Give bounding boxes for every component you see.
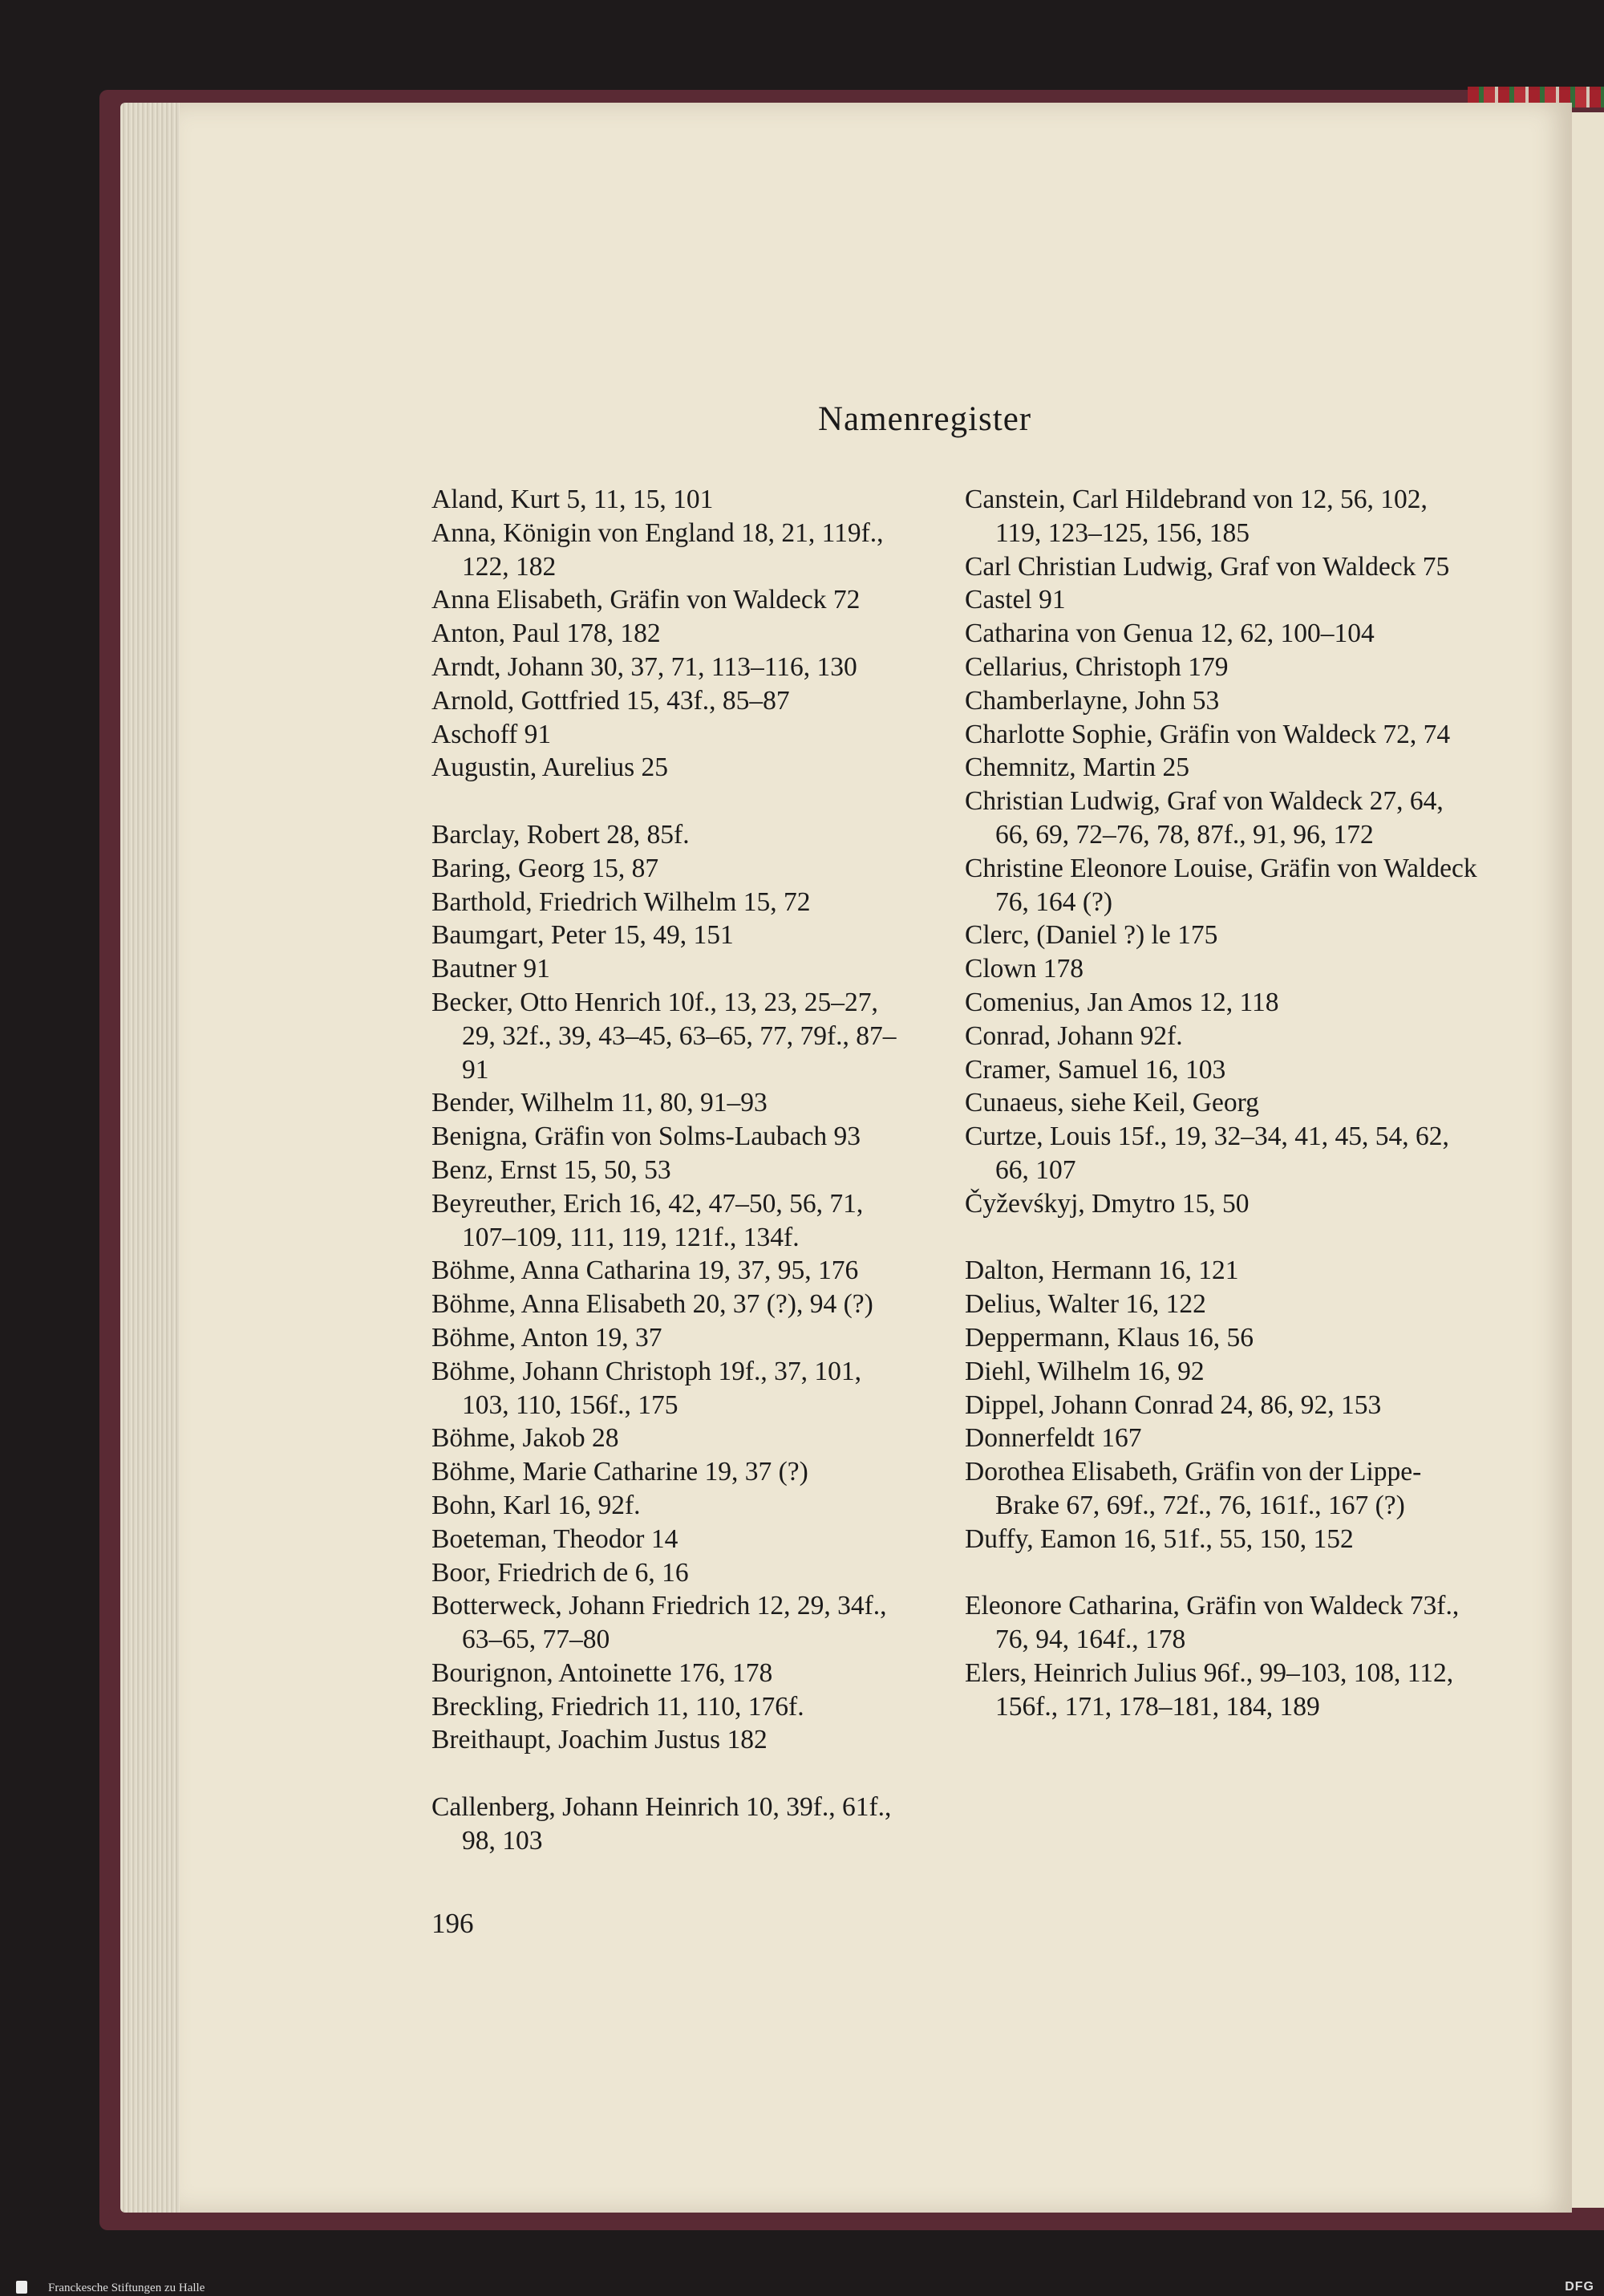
index-entry: Böhme, Marie Catharine 19, 37 (?) [431,1457,808,1487]
index-entry: Carl Christian Ludwig, Graf von Waldeck 75 [965,551,1450,582]
index-entry: Benigna, Gräfin von Solms-Laubach 93 [431,1122,861,1152]
index-entry: Clerc, (Daniel ?) le 175 [965,920,1218,951]
index-entry: Catharina von Genua 12, 62, 100–104 [965,619,1375,649]
index-entry: Anton, Paul 178, 182 [431,619,661,649]
index-entry: Baring, Georg 15, 87 [431,853,659,883]
index-entry: Čyževśkyj, Dmytro 15, 50 [965,1188,1250,1219]
index-entry: Botterweck, Johann Friedrich 12, 29, 34f., 63–65, 77–80 [431,1591,887,1655]
entry-group-gap [431,785,913,818]
index-entry: Elers, Heinrich Julius 96f., 99–103, 108, 112, 156f., 171, 178–181, 184, 189 [965,1657,1454,1722]
index-entry: Bender, Wilhelm 11, 80, 91–93 [431,1088,768,1118]
index-column-right [965,483,1478,1723]
index-entry: Diehl, Wilhelm 16, 92 [965,1356,1205,1386]
index-entry: Chemnitz, Martin 25 [965,752,1190,783]
dfg-logo: DFG [1565,2280,1594,2294]
index-entry: Beyreuther, Erich 16, 42, 47–50, 56, 71, 107–109, 111, 119, 121f., 134f. [431,1188,864,1252]
index-entry: Böhme, Anton 19, 37 [431,1322,662,1353]
index-entry: Anna Elisabeth, Gräfin von Waldeck 72 [431,585,861,615]
index-entry: Christine Eleonore Louise, Gräfin von Waldeck 76, 164 (?) [965,853,1477,917]
index-entry: Becker, Otto Henrich 10f., 13, 23, 25–27, 29, 32f., 39, 43–45, 63–65, 77, 79f., 87–91 [431,987,897,1085]
index-entry: Barthold, Friedrich Wilhelm 15, 72 [431,886,811,917]
page-number: 196 [431,1908,474,1939]
index-entry: Boeteman, Theodor 14 [431,1523,678,1554]
institution-name: Franckesche Stiftungen zu Halle [48,2282,205,2294]
next-page-edge [1572,112,1604,2208]
index-entry: Comenius, Jan Amos 12, 118 [965,987,1279,1017]
entry-group-gap [965,1556,1478,1590]
index-entry: Bourignon, Antoinette 176, 178 [431,1657,773,1688]
index-entry: Dorothea Elisabeth, Gräfin von der Lippe-Brake 67, 69f., 72f., 76, 161f., 167 (?) [965,1457,1422,1520]
viewer-footer [0,2280,1604,2296]
index-column-left [431,483,913,1858]
index-entry: Breckling, Friedrich 11, 110, 176f. [431,1691,804,1722]
entry-group-gap [431,1757,913,1791]
index-entry: Christian Ludwig, Graf von Waldeck 27, 64, 66, 69, 72–76, 78, 87f., 91, 96, 172 [965,786,1444,850]
index-entry: Castel 91 [965,585,1066,615]
index-entry: Anna, Königin von England 18, 21, 119f., 122, 182 [431,517,884,582]
index-entry: Eleonore Catharina, Gräfin von Waldeck 73f., 76, 94, 164f., 178 [965,1591,1460,1655]
index-entry: Delius, Walter 16, 122 [965,1289,1206,1320]
index-entry: Arndt, Johann 30, 37, 71, 113–116, 130 [431,651,857,682]
index-entry: Arnold, Gottfried 15, 43f., 85–87 [431,685,790,716]
index-entry: Bautner 91 [431,954,550,984]
entry-group-gap [965,1221,1478,1255]
index-entry: Duffy, Eamon 16, 51f., 55, 150, 152 [965,1523,1354,1554]
index-entry: Aland, Kurt 5, 11, 15, 101 [431,485,714,514]
index-entry: Augustin, Aurelius 25 [431,752,668,783]
index-entry: Charlotte Sophie, Gräfin von Waldeck 72, 74 [965,719,1451,749]
index-entry: Böhme, Johann Christoph 19f., 37, 101, 103, 110, 156f., 175 [431,1356,861,1420]
index-entry: Donnerfeldt 167 [965,1423,1142,1454]
index-entry: Cellarius, Christoph 179 [965,651,1229,682]
index-entry: Breithaupt, Joachim Justus 182 [431,1725,768,1755]
index-entry: Dalton, Hermann 16, 121 [965,1255,1239,1286]
index-entry: Bohn, Karl 16, 92f. [431,1490,641,1520]
index-entry: Barclay, Robert 28, 85f. [431,819,690,850]
index-entry: Dippel, Johann Conrad 24, 86, 92, 153 [965,1389,1382,1420]
index-entry: Böhme, Anna Catharina 19, 37, 95, 176 [431,1255,859,1286]
index-entry: Curtze, Louis 15f., 19, 32–34, 41, 45, 54, 62, 66, 107 [965,1122,1449,1185]
index-entry: Boor, Friedrich de 6, 16 [431,1557,689,1588]
index-entry: Böhme, Anna Elisabeth 20, 37 (?), 94 (?) [431,1289,873,1320]
index-entry: Conrad, Johann 92f. [965,1020,1183,1051]
institution-logo-icon [16,2281,27,2294]
index-entry: Cunaeus, siehe Keil, Georg [965,1088,1259,1118]
index-entry: Canstein, Carl Hildebrand von 12, 56, 102, 119, 123–125, 156, 185 [965,485,1428,548]
page-title: Namenregister [818,400,1032,438]
index-entry: Cramer, Samuel 16, 103 [965,1054,1226,1085]
index-entry: Baumgart, Peter 15, 49, 151 [431,920,734,951]
index-entry: Clown 178 [965,954,1084,984]
index-entry: Deppermann, Klaus 16, 56 [965,1322,1254,1353]
index-entry: Callenberg, Johann Heinrich 10, 39f., 61f., 98, 103 [431,1792,892,1856]
index-entry: Böhme, Jakob 28 [431,1423,619,1454]
index-entry: Benz, Ernst 15, 50, 53 [431,1154,671,1185]
page-edges [120,103,184,2213]
index-entry: Aschoff 91 [431,719,552,749]
index-entry: Chamberlayne, John 53 [965,685,1220,716]
